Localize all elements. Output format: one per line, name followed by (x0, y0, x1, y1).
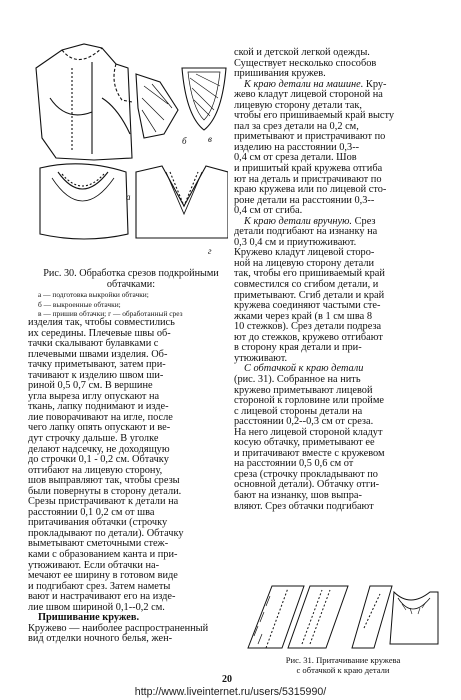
right-line-text: утюживают. (234, 352, 288, 364)
right-line-text: Кружево кладут лицевой сторо- (234, 247, 375, 259)
left-line: вают и настрачивают его на изде- (28, 591, 176, 603)
left-line: дут строчку дальше. В уголке (28, 433, 159, 445)
left-line: выметывают сметочными стеж- (28, 538, 169, 550)
right-line-text: с лицевой стороны детали на (234, 405, 363, 417)
left-line: вид отделки ночного белья, жен- (28, 633, 173, 645)
right-line-text: жками через край (в 1 см шва 8 (234, 310, 372, 322)
left-column (28, 318, 230, 645)
right-line-text: жево кладут лицевой стороной на (234, 89, 383, 101)
left-line: их середины. Плечевые швы об- (28, 327, 171, 339)
right-line-text: детали подгибают на изнанку на (234, 226, 378, 238)
figure-30-title: Рис. 30. Обработка срезов подкройными обтачками: (43, 268, 219, 291)
right-line-text: роне детали на расстоянии 0,3-- (234, 194, 375, 206)
italic-subheading: С обтачкой к краю детали (244, 363, 364, 375)
left-line: и подгибают срез. Затем наметы (28, 580, 171, 592)
right-line-text: бают на изнанку, шов выпра- (234, 489, 362, 501)
right-line-rest: Срез (352, 215, 376, 227)
figure-30-letter-a: а (126, 192, 131, 202)
left-line: шов выправляют так, чтобы срезы (28, 475, 180, 487)
left-line: лие швом шириной 0,1--0,2 см. (28, 601, 165, 613)
right-line-text: косую обтачку, приметывают ее (234, 437, 375, 449)
left-line: тачку приметывают, затем при- (28, 359, 166, 371)
right-line (234, 502, 436, 513)
right-line-text: ют на деталь и пристрачивают по (234, 173, 382, 185)
right-line-text: 10 стежков). Срез детали подреза (234, 321, 382, 333)
section-heading-lace: Пришивание кружев. (38, 612, 140, 624)
right-line-text: пал за срез детали на 0,2 см, (234, 120, 359, 132)
figure-30-letter-v: в (208, 134, 212, 144)
left-line: лие поворачивают на игле, после (28, 411, 173, 423)
right-line-text: Существует несколько способов (234, 57, 377, 69)
italic-subheading: К краю детали на машине. (244, 78, 364, 90)
right-line-text: вляют. Срез обтачки подгибают (234, 500, 374, 512)
right-line-text: лицевую сторону детали так, (234, 99, 362, 111)
figure-30-legend-b: б — выкроенные обтачки; (38, 299, 121, 309)
right-line-text: 0,4 см от сгиба. (234, 205, 303, 217)
right-line-text: приметывают. Сгиб детали и край (234, 289, 385, 301)
left-line: мечают ее ширину в готовом виде (28, 570, 178, 582)
right-line-text: в сторону края детали и при- (234, 342, 362, 354)
right-line-text: На него лицевой стороной кладут (234, 426, 383, 438)
right-line-text: среза (строчку прокладывают по (234, 468, 378, 480)
page-number: 20 (222, 674, 232, 685)
right-line-text: 0,3 0,4 см и приутюживают. (234, 236, 357, 248)
right-line-text: ской и детской легкой одежды. (234, 47, 370, 58)
figure-30-legend-a: а — подготовка выкройки обтачки; (38, 290, 149, 300)
left-line: тачивают к изделию швом ши- (28, 369, 164, 381)
left-line: ками с образованием канта и при- (28, 549, 178, 561)
right-line-text: ют до стежков, кружево отгибают (234, 331, 383, 343)
right-line-text: краю кружева или по лицевой сто- (234, 184, 387, 196)
right-line-text: стороной к горловине или пройме (234, 395, 384, 407)
right-line-text: ной на лицевую сторону детали (234, 257, 375, 269)
left-line: угла выреза иглу опускают на (28, 390, 160, 402)
right-line-text: кружева соединяют частыми сте- (234, 300, 381, 312)
right-line-text: расстоянии 0,2--0,3 см от среза. (234, 416, 374, 428)
left-line: отгибают на лицевую сторону, (28, 464, 163, 476)
left-line: плечевыми швами изделия. Об- (28, 348, 168, 360)
right-line-text: кружево приметывают лицевой (234, 384, 373, 396)
figure-30-legend-cd: в — пришив обтачки; г — обработанный срез (38, 308, 183, 318)
figure-30 (32, 38, 228, 302)
left-line: до строчки 0,1 - 0,2 см. Обтачку (28, 454, 169, 466)
left-line: тачки скалывают булавками с (28, 338, 159, 350)
left-line: притачивания обтачки (строчку (28, 517, 168, 529)
figure-31-caption-line2: с обтачкой к краю детали (296, 665, 390, 676)
right-line-text: чтобы его пришиваемый край высту (234, 110, 395, 122)
figure-31-drawing (244, 578, 440, 654)
italic-subheading: К краю детали вручную. (244, 215, 353, 227)
figure-30-letter-g: г (208, 246, 212, 256)
left-line: риной 0,5 0,7 см. В вершине (28, 380, 153, 392)
figure-31-caption (252, 655, 434, 676)
figure-30-caption (36, 268, 226, 318)
watermark-url: http://www.liveinternet.ru/users/5315990/ (134, 686, 327, 698)
right-line-text: и притачивают вместе с кружевом (234, 447, 385, 459)
right-line-rest: Кру- (363, 78, 387, 90)
right-line-text: 0,4 см от среза детали. Шов (234, 152, 357, 164)
figure-30-letter-b: б (182, 136, 187, 146)
left-line: изделия так, чтобы совместились (28, 317, 175, 328)
right-column (234, 48, 436, 512)
figure-31 (244, 578, 440, 664)
left-line: делают надсечку, не доходящую (28, 443, 170, 455)
right-line-text: так, чтобы его пришиваемый край (234, 268, 385, 280)
left-line: расстоянии 0,1 0,2 см от шва (28, 506, 155, 518)
left-line: Кружево — наиболее распространенный (28, 622, 209, 634)
left-line: Срезы пристрачивают к детали на (28, 496, 179, 508)
right-line-text: пришивания кружев. (234, 68, 326, 80)
figure-30-drawing (32, 38, 228, 268)
right-line-text: (рис. 31). Собранное на нить (234, 373, 361, 385)
right-line-text: приметывают и пристрачивают по (234, 131, 386, 143)
right-line-text: изделию на расстоянии 0,3-- (234, 141, 360, 153)
left-line: ткань, лапку поднимают и изде- (28, 401, 169, 413)
right-line-text: на расстоянии 0,5 0,6 см от (234, 458, 354, 470)
left-line: прокладывают по детали). Обтачку (28, 527, 184, 539)
left-line: утюживают. Если обтачки на- (28, 559, 160, 571)
left-line: чего лапку опять опускают и ве- (28, 422, 171, 434)
right-line-text: основной детали). Обтачку отги- (234, 479, 380, 491)
right-line-text: совместился со сгибом детали, и (234, 279, 379, 291)
figure-31-caption-line1: Рис. 31. Притачивание кружева (285, 655, 401, 665)
left-line: были повернуты в сторону детали. (28, 485, 182, 497)
right-line-text: и пришитый край кружева отгиба (234, 163, 383, 175)
